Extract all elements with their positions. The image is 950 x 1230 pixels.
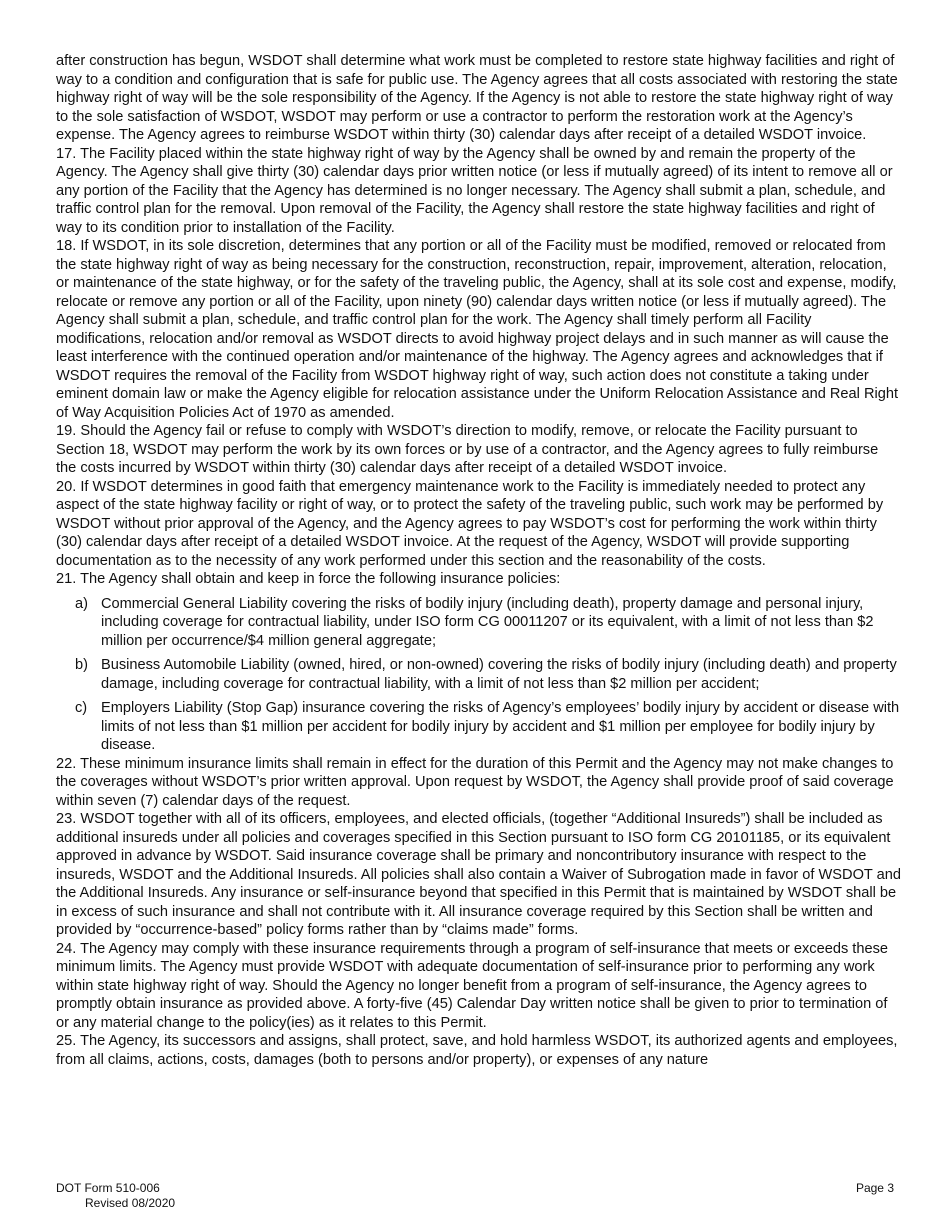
insurance-item-b <box>56 656 901 693</box>
insurance-list <box>56 595 901 755</box>
paragraph-21: 21. The Agency shall obtain and keep in force the following insurance policies: <box>56 571 561 587</box>
list-marker: b) <box>75 657 88 673</box>
insurance-item-c <box>56 699 901 755</box>
paragraph-continuation: after construction has begun, WSDOT shall determine what work must be completed to restore state highway facilities and right of way to a condition and configuration that is safe for public use. The Agency agrees that all costs associated with restoring the state highway right of way will be the sole responsibility of the Agency. If the Agency is not able to restore the state highway right of way to the sole satisfaction of WSDOT, WSDOT may perform or use a contractor to perform the restoration work at the Agency’s expense. The Agency agrees to reimburse WSDOT within thirty (30) calendar days after receipt of a detailed WSDOT invoice. <box>56 53 898 143</box>
footer-form-info <box>56 1181 175 1211</box>
insurance-item-text: Business Automobile Liability (owned, hired, or non-owned) covering the risks of bodily injury (including death) and property damage, including coverage for contractual liability, with a limit of not less than $2 million per accident; <box>101 657 897 692</box>
form-name: DOT Form 510-006 <box>56 1181 160 1195</box>
insurance-item-text: Employers Liability (Stop Gap) insurance covering the risks of Agency’s employees’ bodily injury by accident or disease with limits of not less than $1 million per accident for bodily injury by accident and $1 million per employee for bodily injury by disease. <box>101 700 900 753</box>
insurance-item-a <box>56 595 901 651</box>
paragraph-24: 24. The Agency may comply with these insurance requirements through a program of self-insurance that meets or exceeds these minimum limits. The Agency must provide WSDOT with adequate documentation of self-insurance prior to performing any work within state highway right of way. Should the Agency no longer benefit from a program of self-insurance, the Agency agrees to promptly obtain insurance as provided above. A forty-five (45) Calendar Day written notice shall be given to prior to termination of or any material change to the policy(ies) as it relates to this Permit. <box>56 940 889 1031</box>
paragraph-17: 17. The Facility placed within the state highway right of way by the Agency shall be owned by and remain the property of the Agency. The Agency shall give thirty (30) calendar days prior written notice (or less if mutually agreed) of its intent to remove all or any portion of the Facility that the Agency has determined is no longer necessary. The Agency shall submit a plan, schedule, and traffic control plan for the removal. Upon removal of the Facility, the Agency shall restore the state highway facilities and right of way to its condition prior to installation of the Facility. <box>56 145 893 236</box>
paragraph-22: 22. These minimum insurance limits shall remain in effect for the duration of this Permit and the Agency may not make changes to the coverages without WSDOT’s prior written approval. Upon request by WSDOT, the Agency shall provide proof of said coverage within seven (7) calendar days of the request. <box>56 755 894 809</box>
insurance-item-text: Commercial General Liability covering the risks of bodily injury (including death), property damage and personal injury, including coverage for contractual liability, under ISO form CG 00011207 or its equivalent, with a limit of not less than $2 million per occurrence/$4 million general aggregate; <box>101 595 874 649</box>
list-marker: a) <box>75 595 88 612</box>
list-marker: c) <box>75 700 88 716</box>
document-body <box>56 52 901 1069</box>
paragraph-18: 18. If WSDOT, in its sole discretion, determines that any portion or all of the Facility must be modified, removed or relocated from the state highway right of way as being necessary for the construction, reconstruction, repair, improvement, alteration, relocation, or maintenance of the state highway, or for the safety of the traveling public, the Agency, shall at its sole cost and expense, modify, relocate or remove any portion or all of the Facility, upon ninety (90) calendar days written notice (or less if mutually agreed). The Agency shall submit a plan, schedule, and traffic control plan for the work. The Agency shall timely perform all Facility modifications, relocation and/or removal as WSDOT directs to avoid highway project delays and in such manner as will cause the least interference with the continued operation and/or maintenance of the highway. The Agency agrees and acknowledges that if WSDOT requires the removal of the Facility from WSDOT highway right of way, such action does not constitute a taking under eminent domain law or make the Agency eligible for relocation assistance under the Uniform Relocation Assistance and Real Right of Way Acquisition Policies Act of 1970 as amended. <box>56 238 899 421</box>
page-number: Page 3 <box>855 1181 894 1195</box>
paragraph-23: 23. WSDOT together with all of its officers, employees, and elected officials, (together “Additional Insureds”) shall be included as additional insureds under all policies and coverages specified in this Section pursuant to ISO form CG 20101185, or its equivalent approved in advance by WSDOT. Said insurance coverage shall be primary and noncontributory insurance with respect to the insureds, WSDOT and the Additional Insureds. All policies shall also contain a Waiver of Subrogation made in favor of WSDOT and the Additional Insureds. Any insurance or self-insurance beyond that specified in this Permit that is maintained by WSDOT shall be in excess of such insurance and shall not contribute with it. All insurance coverage required by this Section shall be written and provided by “occurrence-based” policy forms rather than by “claims made” forms. <box>56 811 901 938</box>
paragraph-20: 20. If WSDOT determines in good faith that emergency maintenance work to the Facility is immediately needed to protect any aspect of the state highway facility or right of way, or to protect the safety of the traveling public, such work may be performed by WSDOT without prior approval of the Agency, and the Agency agrees to pay WSDOT’s cost for performing the work within thirty (30) calendar days after receipt of a detailed WSDOT invoice. At the request of the Agency, WSDOT will provide supporting documentation as to the necessity of any work performed under this section and the reasonability of the costs. <box>56 478 884 569</box>
revision-date: Revised 08/2020 <box>85 1196 176 1210</box>
paragraph-25: 25. The Agency, its successors and assigns, shall protect, save, and hold harmless WSDOT, its authorized agents and employees, from all claims, actions, costs, damages (both to persons and/or property), or expenses of any nature <box>56 1033 898 1068</box>
paragraph-19: 19. Should the Agency fail or refuse to comply with WSDOT’s direction to modify, remove, or relocate the Facility pursuant to Section 18, WSDOT may perform the work by its own forces or by use of a contractor, and the Agency agrees to fully reimburse the costs incurred by WSDOT within thirty (30) calendar days after receipt of a detailed WSDOT invoice. <box>56 423 879 476</box>
